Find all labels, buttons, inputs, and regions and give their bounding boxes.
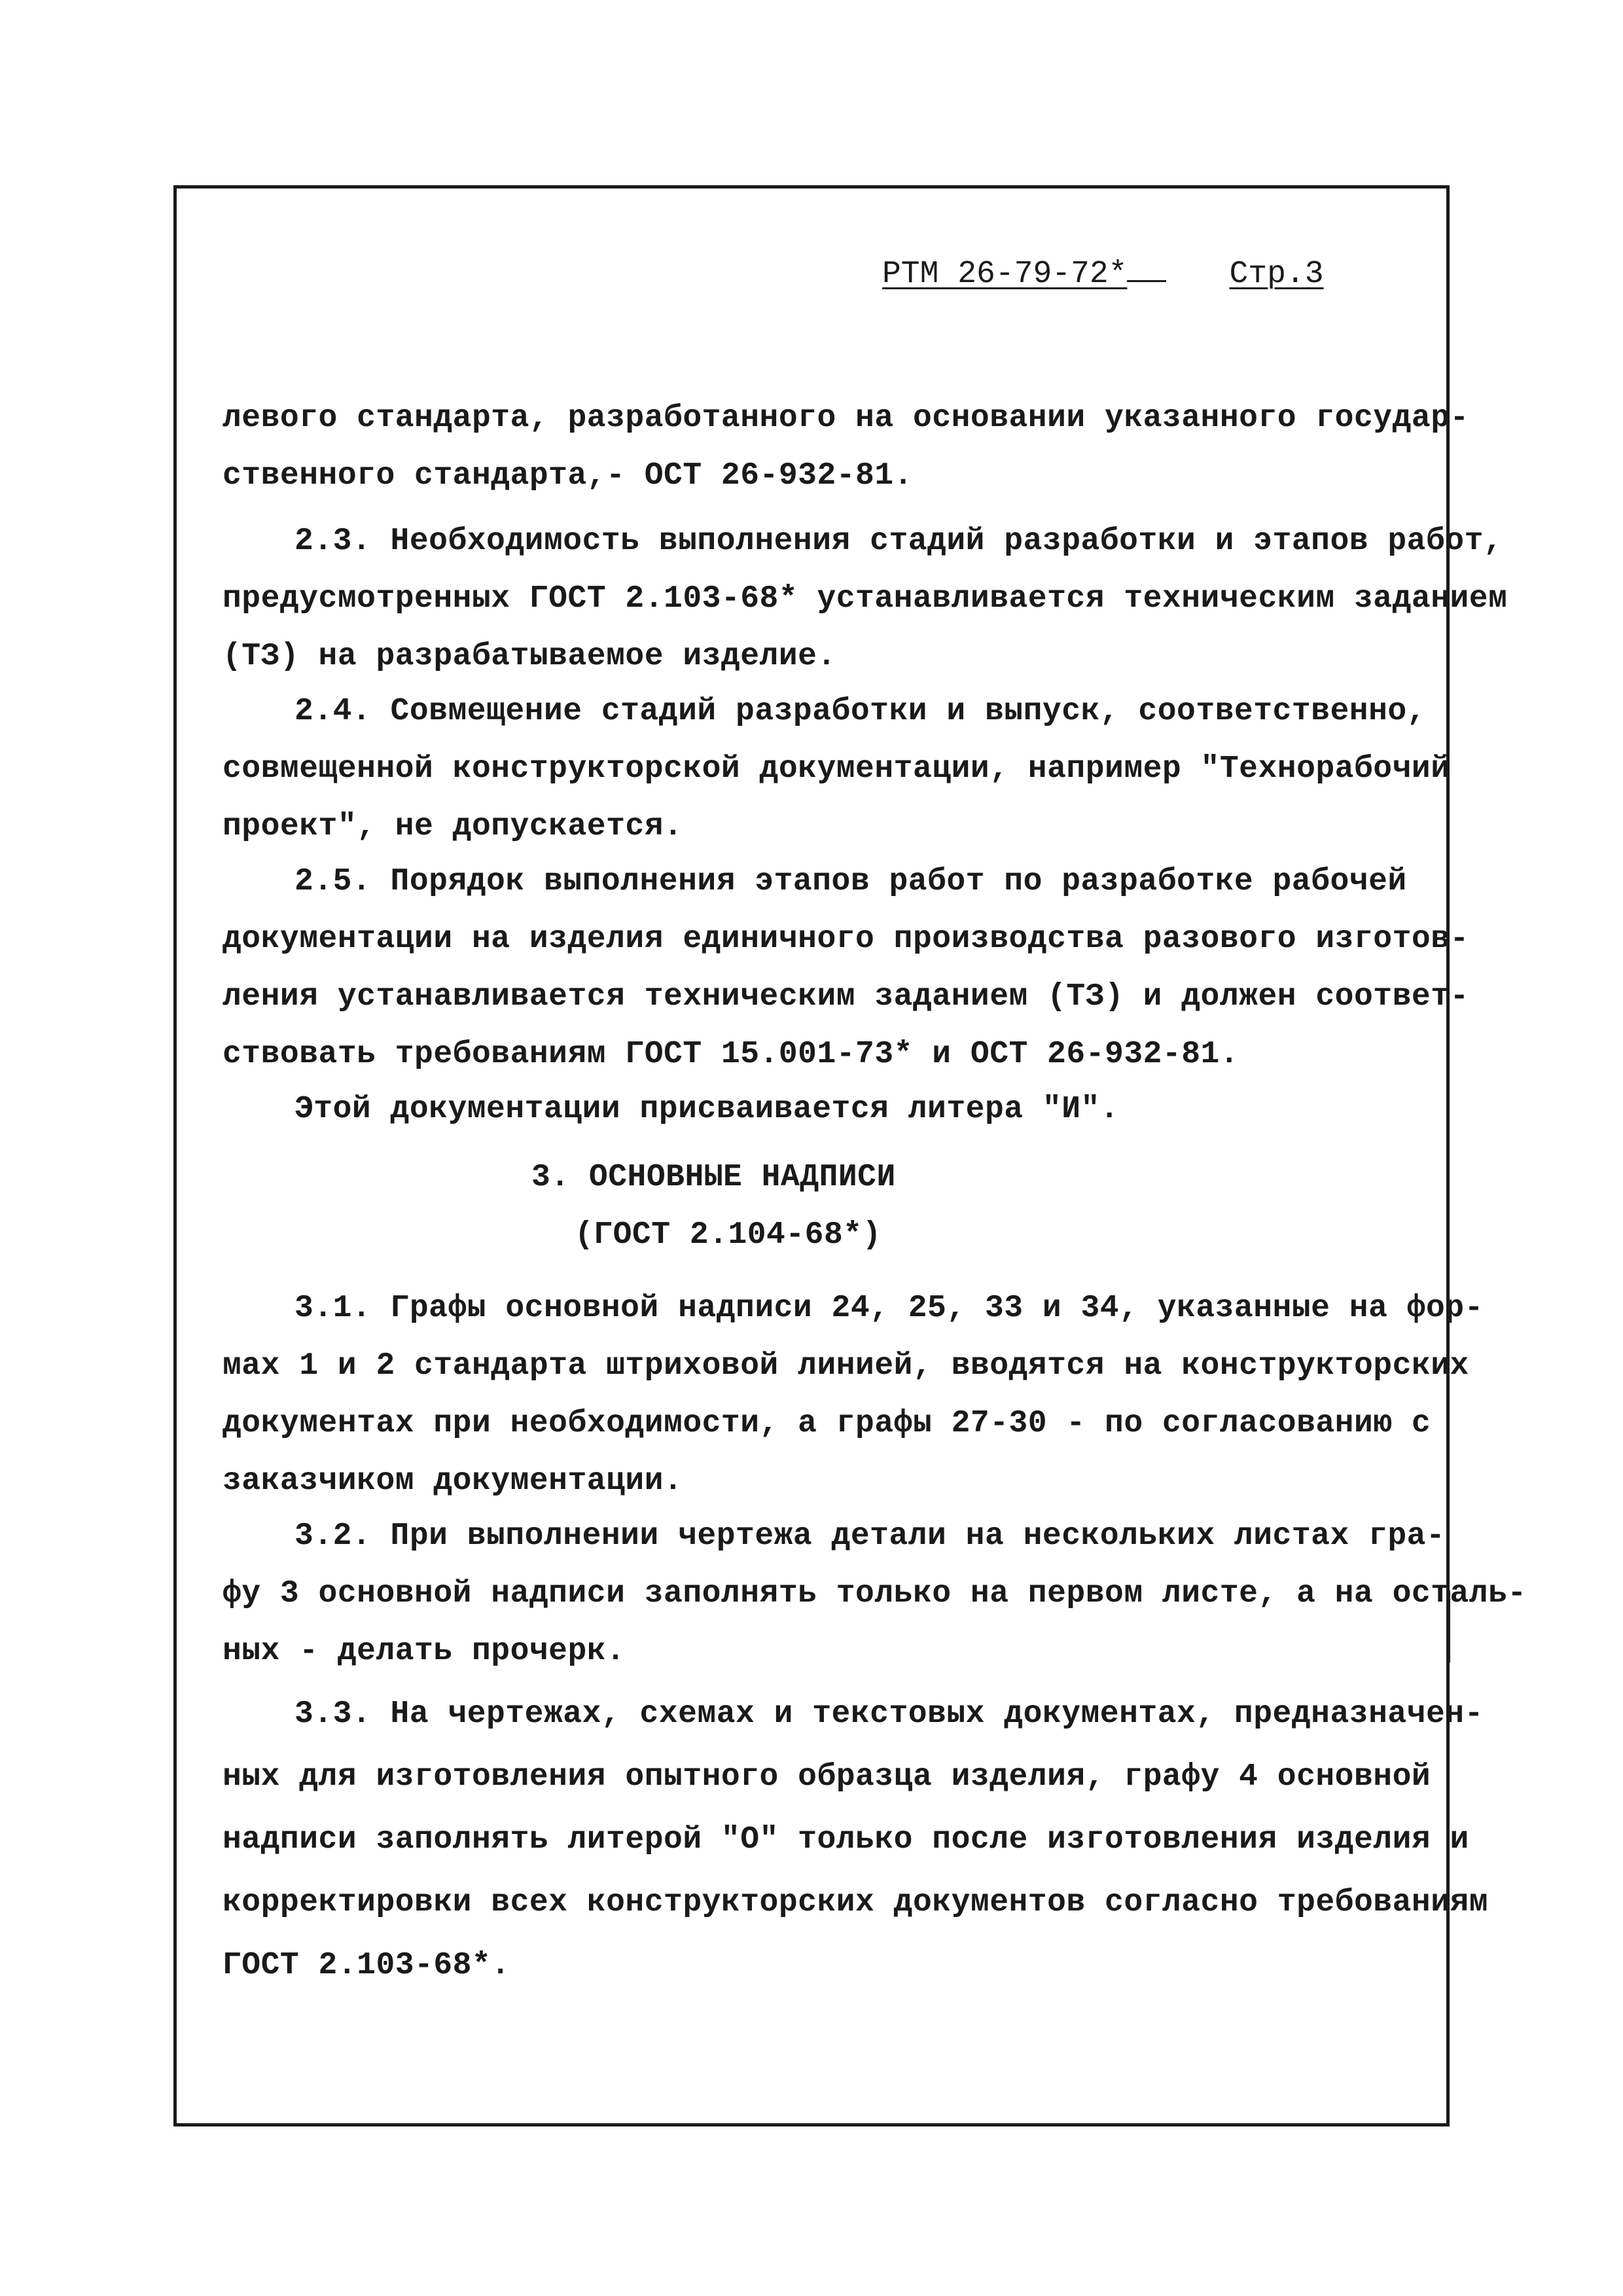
page-header [882, 257, 1324, 292]
text-line: ственного стандарта,- ОСТ 26-932-81. [223, 458, 913, 493]
document-code: РТМ 26-79-72* [882, 257, 1128, 292]
text-line: предусмотренных ГОСТ 2.103-68* устанавливается техническим заданием [223, 581, 1508, 617]
text-line: 2.3. Необходимость выполнения стадий разработки и этапов работ, [294, 524, 1503, 559]
text-line: документации на изделия единичного производства разового изготов- [223, 922, 1469, 957]
text-line: заказчиком документации. [223, 1463, 683, 1499]
page-number: Стр.3 [1229, 257, 1324, 292]
text-line: проект", не допускается. [223, 809, 683, 844]
margin-mark [1448, 1590, 1457, 1662]
text-line: Этой документации присваивается литера "И". [294, 1092, 1120, 1127]
text-line: 2.5. Порядок выполнения этапов работ по разработке рабочей [294, 864, 1407, 899]
text-line: 3.3. На чертежах, схемах и текстовых документах, предназначен- [294, 1696, 1484, 1732]
text-line: ления устанавливается техническим заданием (ТЗ) и должен соответ- [223, 979, 1469, 1014]
text-line: левого стандарта, разработанного на основании указанного государ- [223, 401, 1469, 436]
text-line: совмещенной конструкторской документации, например "Технорабочий [223, 751, 1450, 787]
text-line: 3.2. При выполнении чертежа детали на нескольких листах гра- [294, 1518, 1446, 1554]
text-line: мах 1 и 2 стандарта штриховой линией, вводятся на конструкторских [223, 1348, 1469, 1384]
text-line: (ТЗ) на разрабатываемое изделие. [223, 639, 836, 674]
header-rule [1127, 280, 1166, 282]
text-line: 2.4. Совмещение стадий разработки и выпуск, соответственно, [294, 694, 1426, 729]
section-subtitle: (ГОСТ 2.104-68*) [575, 1217, 882, 1253]
text-line: документах при необходимости, а графы 27-30 - по согласованию с [223, 1406, 1431, 1441]
text-line: ных для изготовления опытного образца изделия, графу 4 основной [223, 1759, 1431, 1795]
text-line: корректировки всех конструкторских документов согласно требованиям [223, 1885, 1489, 1920]
text-line: фу 3 основной надписи заполнять только на первом листе, а на осталь- [223, 1576, 1527, 1611]
section-title: 3. ОСНОВНЫЕ НАДПИСИ [531, 1160, 896, 1195]
text-line: ствовать требованиям ГОСТ 15.001-73* и ОСТ 26-932-81. [223, 1037, 1240, 1072]
text-line: ГОСТ 2.103-68*. [223, 1948, 510, 1983]
text-line: надписи заполнять литерой "О" только после изготовления изделия и [223, 1822, 1469, 1857]
text-line: ных - делать прочерк. [223, 1634, 626, 1669]
text-line: 3.1. Графы основной надписи 24, 25, 33 и 34, указанные на фор- [294, 1291, 1484, 1326]
